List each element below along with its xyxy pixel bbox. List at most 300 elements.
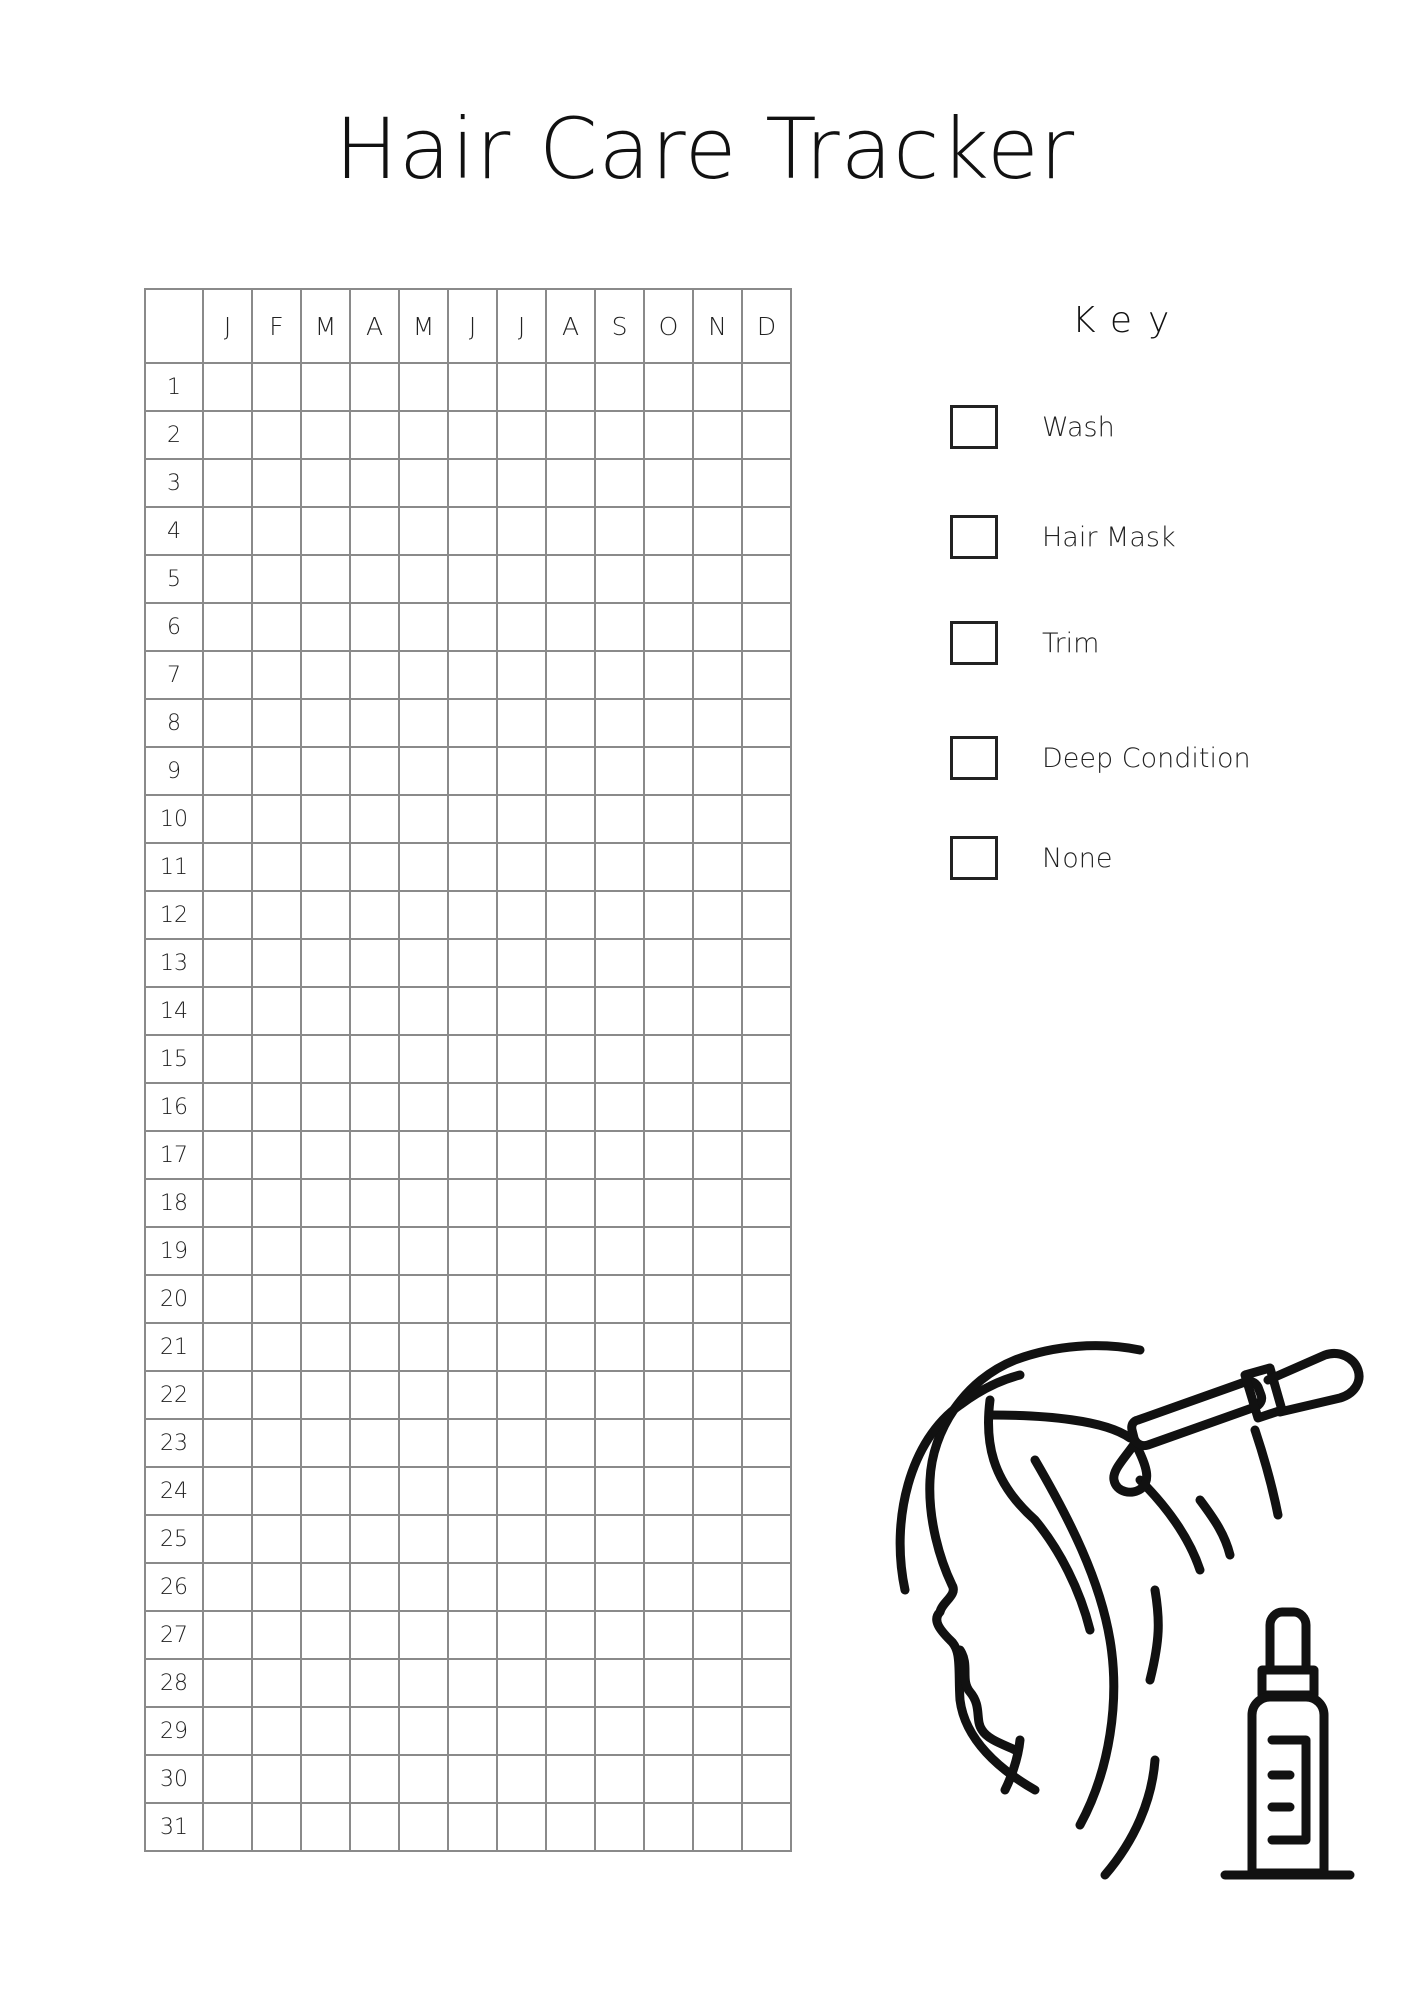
tracker-cell[interactable] [497,1419,546,1467]
tracker-cell[interactable] [693,1035,742,1083]
tracker-cell[interactable] [742,555,791,603]
tracker-cell[interactable] [644,1659,693,1707]
tracker-cell[interactable] [399,411,448,459]
tracker-cell[interactable] [546,1179,595,1227]
tracker-cell[interactable] [546,843,595,891]
tracker-cell[interactable] [252,1659,301,1707]
tracker-cell[interactable] [546,651,595,699]
tracker-cell[interactable] [448,843,497,891]
tracker-cell[interactable] [448,987,497,1035]
tracker-cell[interactable] [546,699,595,747]
tracker-cell[interactable] [399,1419,448,1467]
tracker-cell[interactable] [497,1707,546,1755]
tracker-cell[interactable] [399,1611,448,1659]
tracker-cell[interactable] [595,747,644,795]
tracker-cell[interactable] [742,987,791,1035]
tracker-cell[interactable] [546,1659,595,1707]
tracker-cell[interactable] [693,939,742,987]
tracker-cell[interactable] [203,795,252,843]
tracker-cell[interactable] [742,1419,791,1467]
tracker-cell[interactable] [399,1467,448,1515]
tracker-cell[interactable] [693,651,742,699]
tracker-cell[interactable] [448,1275,497,1323]
tracker-cell[interactable] [742,363,791,411]
tracker-cell[interactable] [497,363,546,411]
tracker-cell[interactable] [448,603,497,651]
tracker-cell[interactable] [644,1275,693,1323]
tracker-cell[interactable] [644,1323,693,1371]
tracker-cell[interactable] [595,1323,644,1371]
tracker-cell[interactable] [644,1179,693,1227]
tracker-cell[interactable] [448,1179,497,1227]
tracker-cell[interactable] [350,891,399,939]
tracker-cell[interactable] [595,795,644,843]
tracker-cell[interactable] [399,1035,448,1083]
tracker-cell[interactable] [252,1035,301,1083]
tracker-cell[interactable] [448,1419,497,1467]
tracker-cell[interactable] [399,1755,448,1803]
tracker-cell[interactable] [350,1275,399,1323]
tracker-cell[interactable] [693,1707,742,1755]
tracker-cell[interactable] [644,891,693,939]
tracker-cell[interactable] [644,1419,693,1467]
tracker-cell[interactable] [350,507,399,555]
tracker-cell[interactable] [546,1467,595,1515]
tracker-cell[interactable] [203,699,252,747]
tracker-cell[interactable] [595,939,644,987]
tracker-cell[interactable] [742,1275,791,1323]
tracker-cell[interactable] [448,1467,497,1515]
key-item-wash[interactable] [950,405,1115,449]
tracker-cell[interactable] [252,1563,301,1611]
tracker-cell[interactable] [497,843,546,891]
tracker-cell[interactable] [350,651,399,699]
tracker-cell[interactable] [448,939,497,987]
tracker-cell[interactable] [595,651,644,699]
tracker-cell[interactable] [203,939,252,987]
key-checkbox-none[interactable] [950,836,998,880]
tracker-cell[interactable] [742,1323,791,1371]
tracker-cell[interactable] [546,1419,595,1467]
tracker-cell[interactable] [350,1419,399,1467]
tracker-cell[interactable] [203,1467,252,1515]
tracker-cell[interactable] [301,1371,350,1419]
tracker-cell[interactable] [546,1131,595,1179]
key-item-hair-mask[interactable] [950,515,1176,559]
tracker-cell[interactable] [203,1659,252,1707]
tracker-cell[interactable] [448,1083,497,1131]
tracker-cell[interactable] [448,891,497,939]
tracker-cell[interactable] [399,1179,448,1227]
tracker-cell[interactable] [693,795,742,843]
key-checkbox-deep-condition[interactable] [950,736,998,780]
key-checkbox-wash[interactable] [950,405,998,449]
tracker-cell[interactable] [448,1803,497,1851]
tracker-cell[interactable] [693,1323,742,1371]
tracker-cell[interactable] [350,1755,399,1803]
tracker-cell[interactable] [497,939,546,987]
tracker-cell[interactable] [399,1515,448,1563]
tracker-cell[interactable] [203,1227,252,1275]
tracker-cell[interactable] [252,603,301,651]
tracker-cell[interactable] [399,1083,448,1131]
tracker-cell[interactable] [252,1707,301,1755]
tracker-cell[interactable] [399,1227,448,1275]
tracker-cell[interactable] [497,1563,546,1611]
tracker-cell[interactable] [301,1179,350,1227]
tracker-cell[interactable] [742,1803,791,1851]
tracker-cell[interactable] [546,1707,595,1755]
tracker-cell[interactable] [203,1515,252,1563]
tracker-cell[interactable] [546,459,595,507]
tracker-cell[interactable] [301,987,350,1035]
tracker-cell[interactable] [644,1131,693,1179]
tracker-cell[interactable] [252,1131,301,1179]
tracker-cell[interactable] [497,1227,546,1275]
tracker-cell[interactable] [252,1755,301,1803]
tracker-cell[interactable] [742,1515,791,1563]
tracker-cell[interactable] [595,1275,644,1323]
tracker-cell[interactable] [448,1371,497,1419]
tracker-cell[interactable] [252,987,301,1035]
key-item-deep-condition[interactable] [950,736,1251,780]
tracker-cell[interactable] [497,1131,546,1179]
tracker-cell[interactable] [595,1563,644,1611]
tracker-cell[interactable] [203,987,252,1035]
tracker-cell[interactable] [644,1707,693,1755]
tracker-cell[interactable] [252,651,301,699]
tracker-cell[interactable] [448,651,497,699]
tracker-cell[interactable] [693,411,742,459]
tracker-cell[interactable] [644,459,693,507]
tracker-cell[interactable] [497,411,546,459]
tracker-cell[interactable] [301,1467,350,1515]
tracker-cell[interactable] [252,795,301,843]
tracker-cell[interactable] [252,699,301,747]
tracker-cell[interactable] [252,1323,301,1371]
tracker-cell[interactable] [203,603,252,651]
tracker-cell[interactable] [399,1275,448,1323]
tracker-cell[interactable] [399,1371,448,1419]
tracker-cell[interactable] [350,1803,399,1851]
tracker-cell[interactable] [742,843,791,891]
tracker-cell[interactable] [693,891,742,939]
tracker-cell[interactable] [399,891,448,939]
tracker-cell[interactable] [497,1083,546,1131]
tracker-cell[interactable] [350,699,399,747]
tracker-cell[interactable] [301,699,350,747]
tracker-cell[interactable] [595,459,644,507]
tracker-cell[interactable] [742,651,791,699]
tracker-cell[interactable] [644,1515,693,1563]
tracker-cell[interactable] [595,363,644,411]
tracker-cell[interactable] [595,1227,644,1275]
tracker-cell[interactable] [399,507,448,555]
tracker-cell[interactable] [252,1275,301,1323]
tracker-cell[interactable] [399,843,448,891]
tracker-cell[interactable] [644,1227,693,1275]
tracker-cell[interactable] [693,1275,742,1323]
tracker-cell[interactable] [742,411,791,459]
tracker-cell[interactable] [693,747,742,795]
tracker-cell[interactable] [399,1323,448,1371]
tracker-cell[interactable] [546,1803,595,1851]
tracker-cell[interactable] [448,1563,497,1611]
tracker-cell[interactable] [350,411,399,459]
tracker-cell[interactable] [546,411,595,459]
tracker-cell[interactable] [546,1515,595,1563]
tracker-cell[interactable] [742,1611,791,1659]
tracker-cell[interactable] [448,1131,497,1179]
tracker-cell[interactable] [546,939,595,987]
tracker-cell[interactable] [301,1803,350,1851]
tracker-cell[interactable] [595,1803,644,1851]
key-checkbox-trim[interactable] [950,621,998,665]
tracker-cell[interactable] [595,411,644,459]
tracker-cell[interactable] [546,363,595,411]
tracker-cell[interactable] [203,891,252,939]
tracker-cell[interactable] [497,1371,546,1419]
tracker-cell[interactable] [301,1083,350,1131]
tracker-cell[interactable] [693,843,742,891]
tracker-cell[interactable] [546,891,595,939]
tracker-cell[interactable] [301,1131,350,1179]
tracker-cell[interactable] [350,1611,399,1659]
key-item-trim[interactable] [950,621,1099,665]
tracker-cell[interactable] [350,939,399,987]
tracker-cell[interactable] [742,795,791,843]
tracker-cell[interactable] [301,1563,350,1611]
tracker-cell[interactable] [350,459,399,507]
tracker-cell[interactable] [301,363,350,411]
tracker-cell[interactable] [448,363,497,411]
tracker-cell[interactable] [301,459,350,507]
tracker-cell[interactable] [252,507,301,555]
tracker-cell[interactable] [252,363,301,411]
tracker-cell[interactable] [448,1707,497,1755]
tracker-cell[interactable] [595,1707,644,1755]
tracker-cell[interactable] [546,603,595,651]
tracker-cell[interactable] [693,1131,742,1179]
tracker-cell[interactable] [399,555,448,603]
tracker-cell[interactable] [742,747,791,795]
tracker-cell[interactable] [693,1611,742,1659]
tracker-cell[interactable] [350,1131,399,1179]
tracker-cell[interactable] [546,1227,595,1275]
tracker-cell[interactable] [546,1323,595,1371]
tracker-cell[interactable] [497,1611,546,1659]
tracker-cell[interactable] [497,699,546,747]
tracker-cell[interactable] [350,747,399,795]
tracker-cell[interactable] [595,1371,644,1419]
tracker-cell[interactable] [595,1083,644,1131]
tracker-cell[interactable] [301,1611,350,1659]
tracker-cell[interactable] [448,699,497,747]
tracker-cell[interactable] [252,1467,301,1515]
tracker-cell[interactable] [644,651,693,699]
tracker-cell[interactable] [644,507,693,555]
tracker-cell[interactable] [448,1515,497,1563]
tracker-cell[interactable] [252,1371,301,1419]
tracker-cell[interactable] [252,555,301,603]
tracker-cell[interactable] [742,1467,791,1515]
tracker-cell[interactable] [448,747,497,795]
tracker-cell[interactable] [350,843,399,891]
tracker-cell[interactable] [693,1659,742,1707]
tracker-cell[interactable] [595,1179,644,1227]
tracker-cell[interactable] [301,1755,350,1803]
tracker-cell[interactable] [350,1515,399,1563]
tracker-cell[interactable] [497,1755,546,1803]
tracker-cell[interactable] [693,1467,742,1515]
tracker-cell[interactable] [693,507,742,555]
tracker-cell[interactable] [203,363,252,411]
tracker-cell[interactable] [301,1659,350,1707]
tracker-cell[interactable] [252,411,301,459]
tracker-cell[interactable] [350,1467,399,1515]
tracker-cell[interactable] [644,555,693,603]
tracker-cell[interactable] [301,507,350,555]
tracker-cell[interactable] [301,411,350,459]
tracker-cell[interactable] [693,699,742,747]
tracker-cell[interactable] [497,987,546,1035]
tracker-cell[interactable] [546,987,595,1035]
tracker-cell[interactable] [399,1659,448,1707]
tracker-cell[interactable] [301,939,350,987]
tracker-cell[interactable] [644,1803,693,1851]
tracker-cell[interactable] [693,1515,742,1563]
tracker-cell[interactable] [497,795,546,843]
tracker-cell[interactable] [497,891,546,939]
tracker-cell[interactable] [252,891,301,939]
tracker-cell[interactable] [742,1755,791,1803]
tracker-cell[interactable] [497,1323,546,1371]
tracker-cell[interactable] [497,651,546,699]
tracker-cell[interactable] [252,1083,301,1131]
tracker-cell[interactable] [693,1227,742,1275]
tracker-cell[interactable] [497,1275,546,1323]
tracker-cell[interactable] [399,987,448,1035]
tracker-cell[interactable] [742,1707,791,1755]
tracker-cell[interactable] [742,1371,791,1419]
tracker-cell[interactable] [252,843,301,891]
tracker-cell[interactable] [350,987,399,1035]
tracker-cell[interactable] [350,1707,399,1755]
tracker-cell[interactable] [595,555,644,603]
tracker-cell[interactable] [203,1611,252,1659]
tracker-cell[interactable] [742,1179,791,1227]
tracker-cell[interactable] [546,1755,595,1803]
tracker-cell[interactable] [203,651,252,699]
tracker-cell[interactable] [595,603,644,651]
tracker-cell[interactable] [497,603,546,651]
tracker-cell[interactable] [497,747,546,795]
tracker-cell[interactable] [301,555,350,603]
tracker-cell[interactable] [301,1419,350,1467]
tracker-cell[interactable] [399,795,448,843]
tracker-cell[interactable] [595,507,644,555]
tracker-cell[interactable] [203,1563,252,1611]
tracker-cell[interactable] [252,1179,301,1227]
tracker-cell[interactable] [203,1803,252,1851]
tracker-cell[interactable] [644,1467,693,1515]
tracker-cell[interactable] [301,1323,350,1371]
tracker-cell[interactable] [399,747,448,795]
tracker-cell[interactable] [644,603,693,651]
tracker-cell[interactable] [203,747,252,795]
tracker-cell[interactable] [644,987,693,1035]
tracker-cell[interactable] [742,1659,791,1707]
tracker-cell[interactable] [595,699,644,747]
tracker-cell[interactable] [742,603,791,651]
tracker-cell[interactable] [203,1083,252,1131]
tracker-cell[interactable] [742,699,791,747]
tracker-cell[interactable] [448,1227,497,1275]
tracker-cell[interactable] [350,1179,399,1227]
tracker-cell[interactable] [644,1035,693,1083]
tracker-cell[interactable] [399,939,448,987]
tracker-cell[interactable] [203,1035,252,1083]
tracker-cell[interactable] [693,555,742,603]
tracker-cell[interactable] [546,1611,595,1659]
tracker-cell[interactable] [301,1275,350,1323]
tracker-cell[interactable] [546,795,595,843]
tracker-cell[interactable] [301,747,350,795]
tracker-cell[interactable] [350,1227,399,1275]
key-item-none[interactable] [950,836,1112,880]
tracker-cell[interactable] [497,1467,546,1515]
tracker-cell[interactable] [203,1179,252,1227]
tracker-cell[interactable] [399,459,448,507]
tracker-cell[interactable] [252,1227,301,1275]
tracker-cell[interactable] [399,363,448,411]
tracker-cell[interactable] [546,1083,595,1131]
tracker-cell[interactable] [399,1803,448,1851]
tracker-cell[interactable] [301,1035,350,1083]
tracker-cell[interactable] [448,1755,497,1803]
tracker-cell[interactable] [693,987,742,1035]
tracker-cell[interactable] [203,1275,252,1323]
tracker-cell[interactable] [742,459,791,507]
tracker-cell[interactable] [644,699,693,747]
tracker-cell[interactable] [644,411,693,459]
tracker-cell[interactable] [203,1131,252,1179]
tracker-cell[interactable] [742,1035,791,1083]
tracker-cell[interactable] [644,1563,693,1611]
tracker-cell[interactable] [399,1707,448,1755]
tracker-cell[interactable] [644,795,693,843]
tracker-cell[interactable] [203,1755,252,1803]
tracker-cell[interactable] [497,1179,546,1227]
tracker-cell[interactable] [350,555,399,603]
tracker-cell[interactable] [595,1515,644,1563]
tracker-cell[interactable] [595,987,644,1035]
tracker-cell[interactable] [203,507,252,555]
tracker-cell[interactable] [399,651,448,699]
key-checkbox-hair-mask[interactable] [950,515,998,559]
tracker-cell[interactable] [693,1755,742,1803]
tracker-cell[interactable] [350,363,399,411]
tracker-cell[interactable] [252,1803,301,1851]
tracker-cell[interactable] [693,1563,742,1611]
tracker-cell[interactable] [595,1035,644,1083]
tracker-cell[interactable] [448,1323,497,1371]
tracker-cell[interactable] [448,1659,497,1707]
tracker-cell[interactable] [742,1131,791,1179]
tracker-cell[interactable] [203,1371,252,1419]
tracker-cell[interactable] [693,459,742,507]
tracker-cell[interactable] [693,1083,742,1131]
